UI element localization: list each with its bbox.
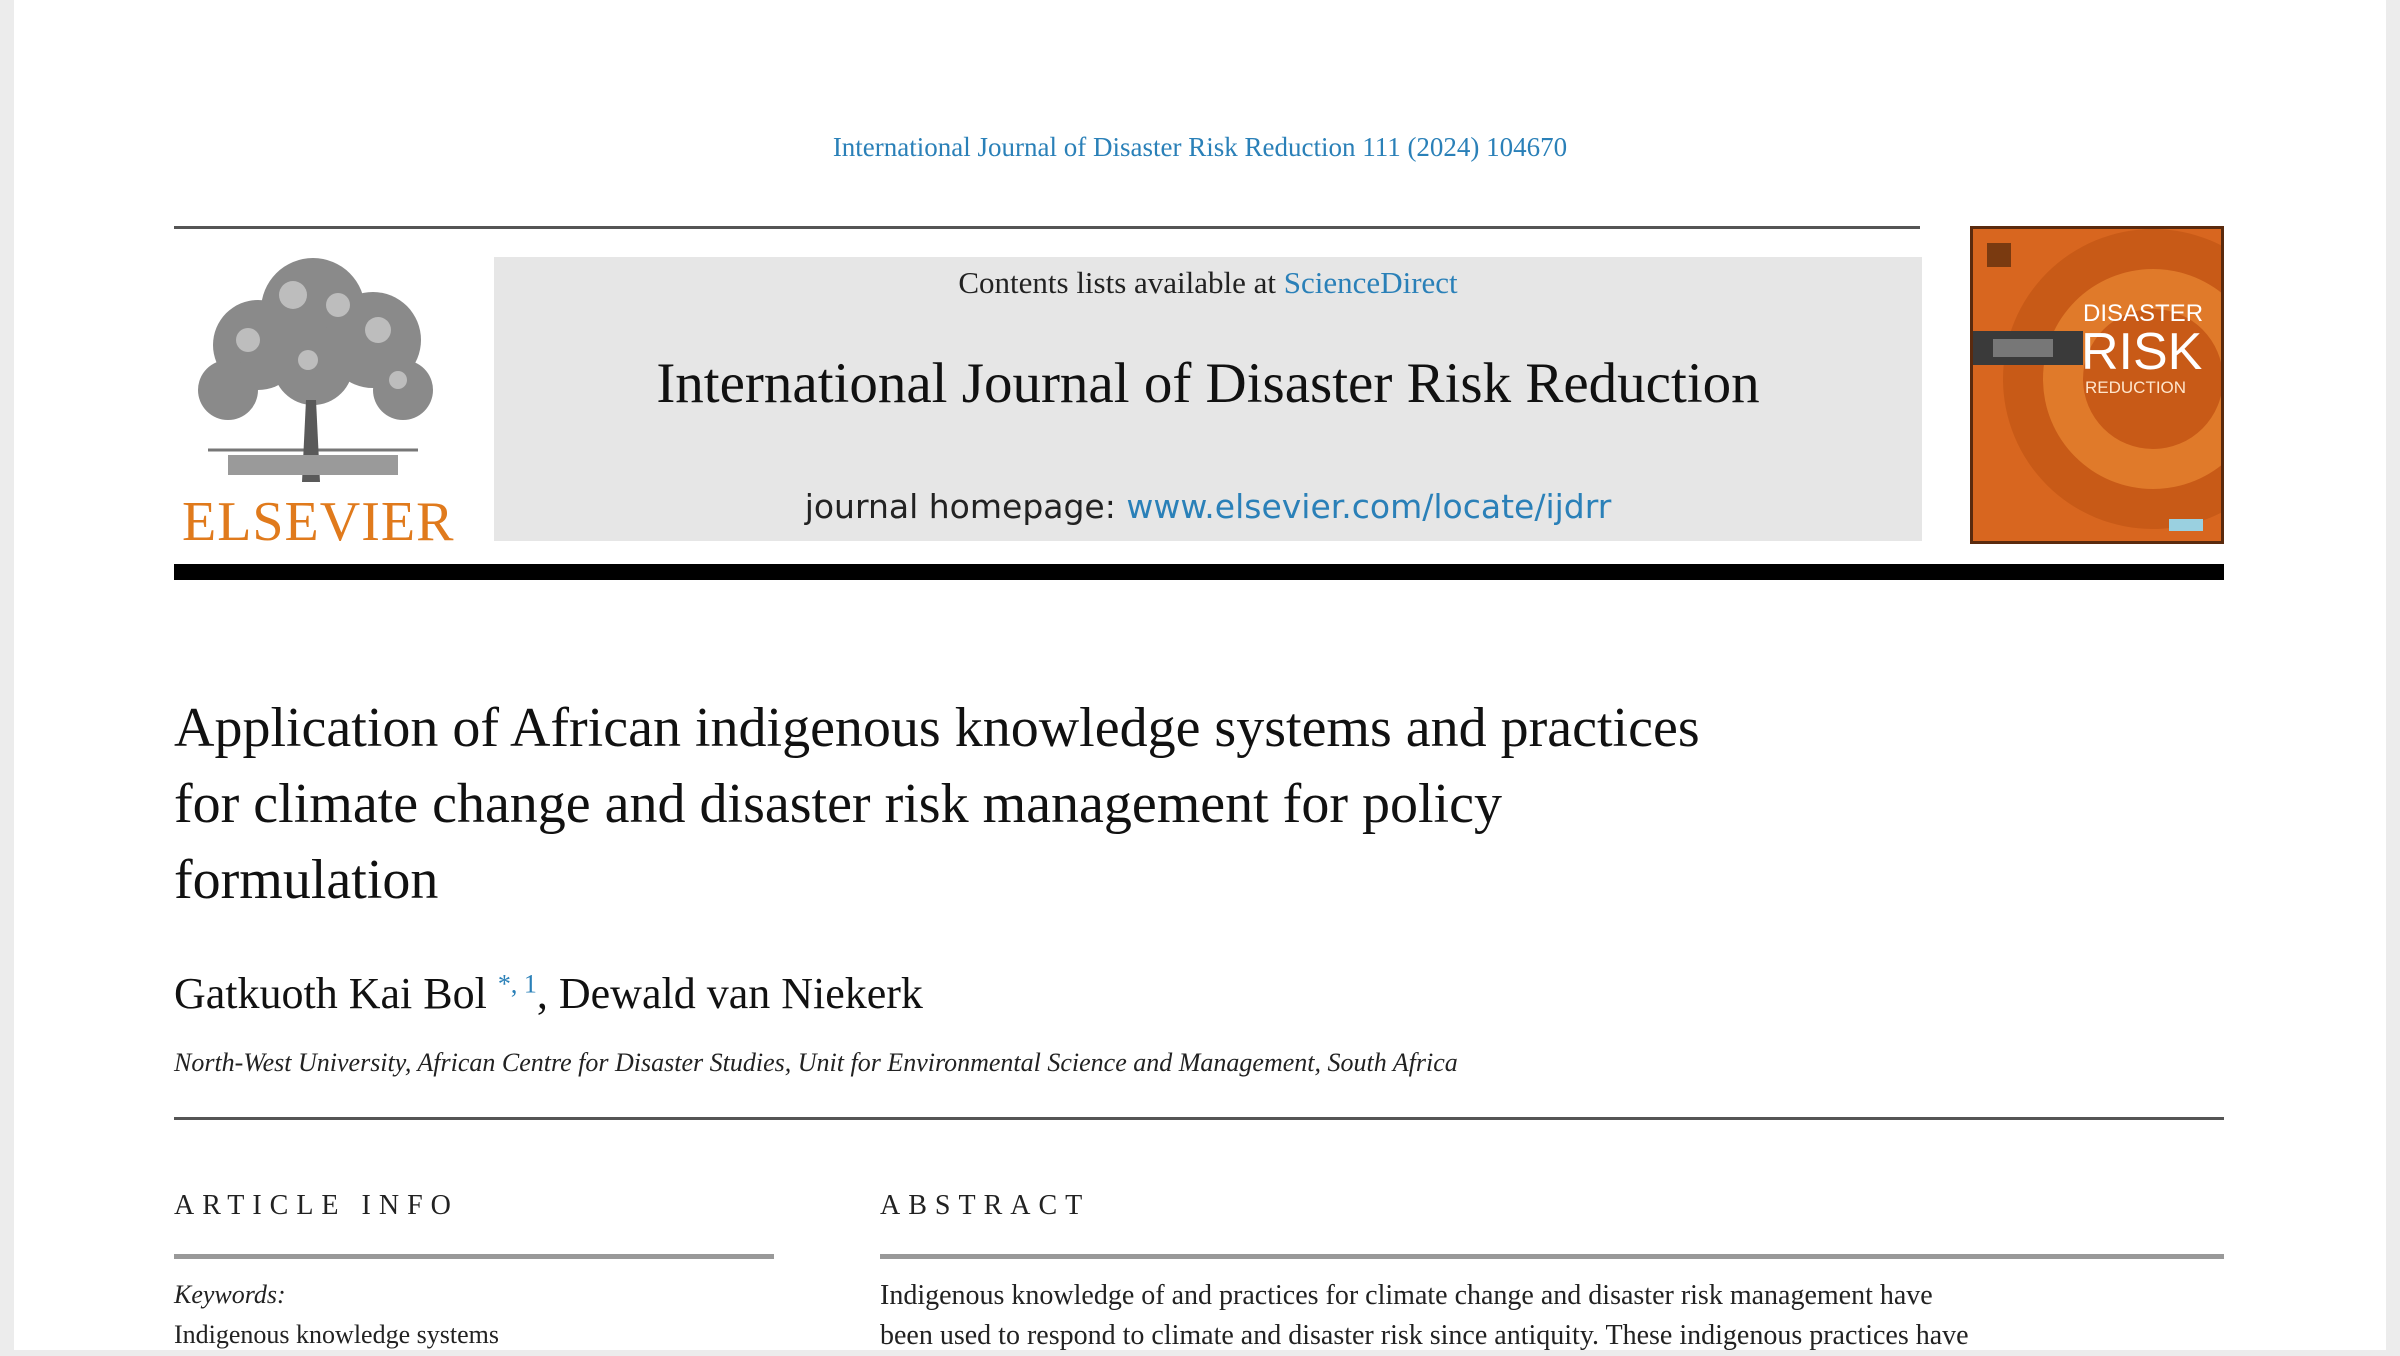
journal-citation-link[interactable]: International Journal of Disaster Risk Reduction 111 (2024) 104670 (832, 132, 1568, 162)
abstract-rule (880, 1254, 2224, 1259)
author-footnote-marks[interactable]: *, 1 (497, 969, 537, 999)
keyword-item: Indigenous knowledge systems (174, 1320, 499, 1349)
thick-header-rule (174, 564, 2224, 580)
article-info-heading: ARTICLE INFO (174, 1190, 459, 1221)
abstract-line-1: Indigenous knowledge of and practices for climate change and disaster risk management have (880, 1280, 1933, 1311)
journal-masthead (494, 257, 1922, 541)
cover-title-sub: REDUCTION (2085, 378, 2187, 397)
abstract-heading: ABSTRACT (880, 1190, 1091, 1221)
author-name-2[interactable]: Dewald van Niekerk (558, 969, 923, 1018)
homepage-line (494, 487, 1922, 526)
contents-prefix: Contents lists available at (958, 265, 1284, 300)
keywords-label: Keywords: (174, 1280, 286, 1309)
contents-line (494, 265, 1922, 301)
sciencedirect-link[interactable]: ScienceDirect (1283, 265, 1458, 300)
top-rule (174, 226, 1920, 229)
paper-page (14, 0, 2386, 1350)
affiliation-rule (174, 1117, 2224, 1120)
author-separator: , (536, 969, 559, 1018)
title-line-3: formulation (174, 849, 439, 911)
journal-homepage-link[interactable]: www.elsevier.com/locate/ijdrr (1126, 487, 1612, 526)
author-name-1[interactable]: Gatkuoth Kai Bol (174, 969, 487, 1018)
elsevier-wordmark: ELSEVIER (182, 491, 455, 553)
article-title (174, 690, 1974, 918)
title-line-2: for climate change and disaster risk management for policy (174, 773, 1502, 835)
cover-title-big: RISK (2081, 323, 2203, 381)
author-list (174, 968, 923, 1019)
article-info-rule (174, 1254, 774, 1259)
cover-artwork (1973, 229, 2221, 541)
author-affiliation: North-West University, African Centre for Disaster Studies, Unit for Environmental Science and Management, South Africa (174, 1048, 1458, 1077)
abstract-line-2: been used to respond to climate and disaster risk since antiquity. These indigenous practices have (880, 1320, 1969, 1351)
elsevier-tree-icon (188, 250, 438, 482)
title-line-1: Application of African indigenous knowledge systems and practices (174, 697, 1700, 759)
abstract-text (880, 1276, 2224, 1356)
cover-title-small: DISASTER (2083, 300, 2204, 327)
elsevier-logo (174, 250, 455, 553)
homepage-prefix: journal homepage: (804, 487, 1127, 526)
journal-cover-image[interactable] (1970, 226, 2224, 544)
journal-name: International Journal of Disaster Risk Reduction (656, 352, 1760, 415)
